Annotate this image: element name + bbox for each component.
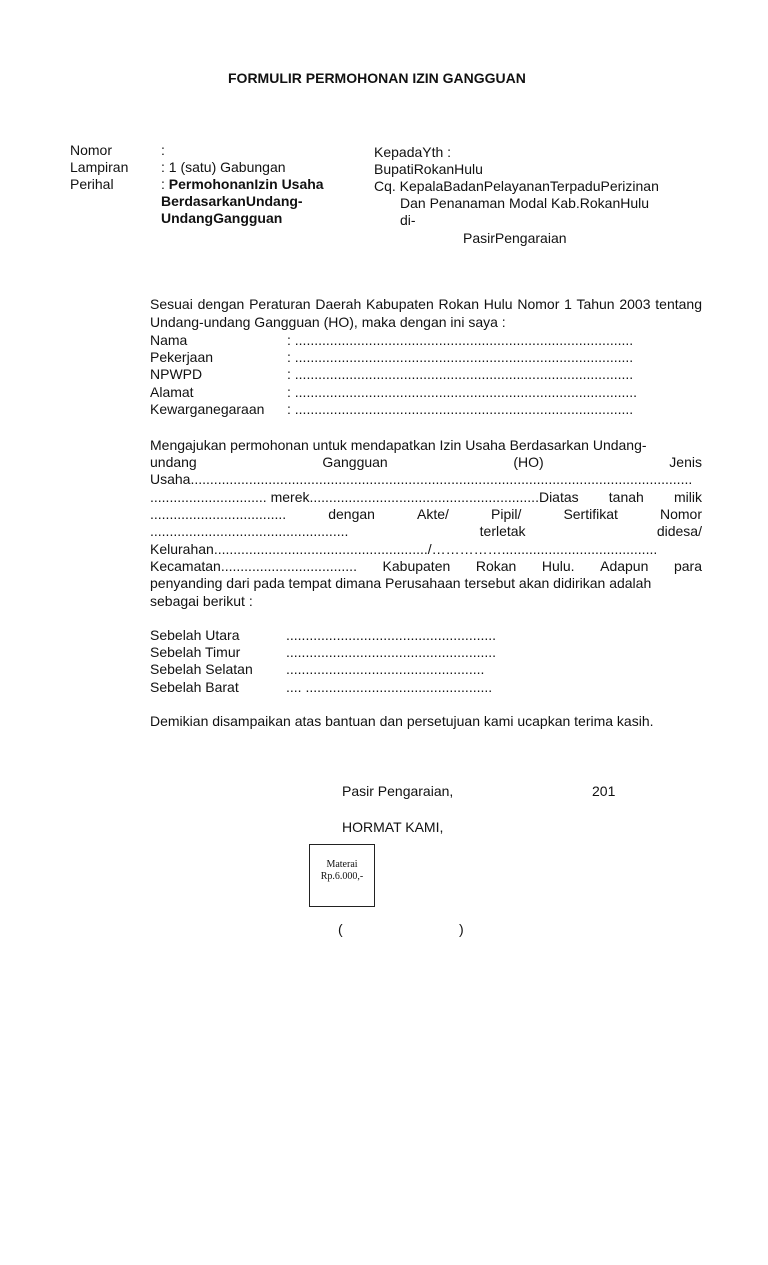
intro-paragraph: Sesuai dengan Peraturan Daerah Kabupaten Rokan Hulu Nomor 1 Tahun 2003 tentang Undang-undang Gangguan (HO), maka dengan ini saya : [150, 296, 702, 330]
recipient-city: PasirPengaraian [463, 230, 567, 246]
request-line-4 [150, 489, 702, 506]
word: Hulu. [541, 558, 575, 574]
word: milik [673, 489, 702, 505]
neighbor-timur-value: ...................................................... [286, 644, 497, 660]
neighbor-barat-label: Sebelah Barat [150, 679, 239, 695]
request-line-8 [150, 558, 702, 575]
nomor-value: : [161, 142, 165, 158]
request-line-6 [150, 523, 702, 540]
perihal-prefix: : [161, 176, 169, 192]
word: Gangguan [322, 454, 388, 470]
word: .............................. merek...........................................................Diatas [150, 489, 579, 505]
signature-name-close: ) [459, 921, 464, 937]
recipient-agency: Dan Penanaman Modal Kab.RokanHulu [400, 195, 650, 211]
field-alamat-label: Alamat [150, 384, 194, 400]
field-pekerjaan-value: : ....................................................................................... [287, 349, 634, 365]
perihal-line3: UndangGangguan [161, 210, 283, 226]
request-line-2 [150, 454, 702, 471]
recipient-cq: Cq. KepalaBadanPelayananTerpaduPerizinan [374, 178, 659, 194]
word: terletak [479, 523, 526, 539]
lampiran-label: Lampiran [70, 159, 129, 175]
perihal-line1: PermohonanIzin Usaha [168, 176, 324, 192]
word: (HO) [513, 454, 544, 470]
signature-place: Pasir Pengaraian, [342, 783, 454, 799]
field-alamat-value: : ........................................................................................ [287, 384, 638, 400]
perihal-label: Perihal [70, 176, 114, 192]
neighbor-timur-label: Sebelah Timur [150, 644, 241, 660]
neighbor-selatan-label: Sebelah Selatan [150, 661, 253, 677]
recipient-bupati: BupatiRokanHulu [374, 161, 483, 177]
perihal-value [161, 176, 324, 193]
closing-sentence: Demikian disampaikan atas bantuan dan persetujuan kami ucapkan terima kasih. [150, 713, 654, 729]
request-line-3: Usaha................................................................................................................................. [150, 471, 693, 487]
word: Rokan [475, 558, 517, 574]
field-pekerjaan-label: Pekerjaan [150, 349, 214, 365]
word: para [673, 558, 702, 574]
word: didesa/ [656, 523, 702, 539]
stamp-line-1: Materai [326, 859, 358, 870]
field-kewarganegaraan-value: : ....................................................................................... [287, 401, 634, 417]
perihal-line2: BerdasarkanUndang- [161, 193, 303, 209]
word: undang [150, 454, 197, 470]
request-line-7: Kelurahan......................................................./……………........................................ [150, 541, 658, 557]
word: dengan [328, 506, 375, 522]
form-title: FORMULIR PERMOHONAN IZIN GANGGUAN [228, 70, 526, 86]
neighbor-utara-value: ...................................................... [286, 627, 497, 643]
signature-name-open: ( [338, 921, 343, 937]
word: Jenis [669, 454, 702, 470]
nomor-label: Nomor [70, 142, 113, 158]
neighbor-barat-value: .... ................................................ [286, 679, 493, 695]
word: ................................................... [150, 523, 349, 539]
field-npwpd-value: : ....................................................................................... [287, 366, 634, 382]
word: Adapun [600, 558, 649, 574]
word: Pipil/ [491, 506, 522, 522]
neighbor-selatan-value: ................................................... [286, 661, 485, 677]
word: Sertifikat [563, 506, 618, 522]
request-line-10: sebagai berikut : [150, 593, 253, 609]
request-line-9: penyanding dari pada tempat dimana Perusahaan tersebut akan didirikan adalah [150, 575, 652, 591]
word: ................................... [150, 506, 287, 522]
word: Kecamatan................................... [150, 558, 357, 574]
signature-year: 201 [592, 783, 616, 799]
word: tanah [608, 489, 644, 505]
recipient-di: di- [400, 212, 416, 228]
field-nama-value: : ....................................................................................... [287, 332, 634, 348]
neighbor-utara-label: Sebelah Utara [150, 627, 240, 643]
word: Akte/ [417, 506, 449, 522]
signature-regards: HORMAT KAMI, [342, 819, 444, 835]
field-nama-label: Nama [150, 332, 188, 348]
word: Kabupaten [382, 558, 451, 574]
field-kewarganegaraan-label: Kewarganegaraan [150, 401, 265, 417]
lampiran-value: : 1 (satu) Gabungan [161, 159, 286, 175]
stamp-line-2: Rp.6.000,- [320, 871, 364, 882]
request-line-1: Mengajukan permohonan untuk mendapatkan Izin Usaha Berdasarkan Undang- [150, 437, 647, 453]
recipient-greeting: KepadaYth : [374, 144, 452, 160]
word: Nomor [659, 506, 702, 522]
field-npwpd-label: NPWPD [150, 366, 203, 382]
materai-stamp-box [309, 844, 375, 907]
request-line-5 [150, 506, 702, 523]
